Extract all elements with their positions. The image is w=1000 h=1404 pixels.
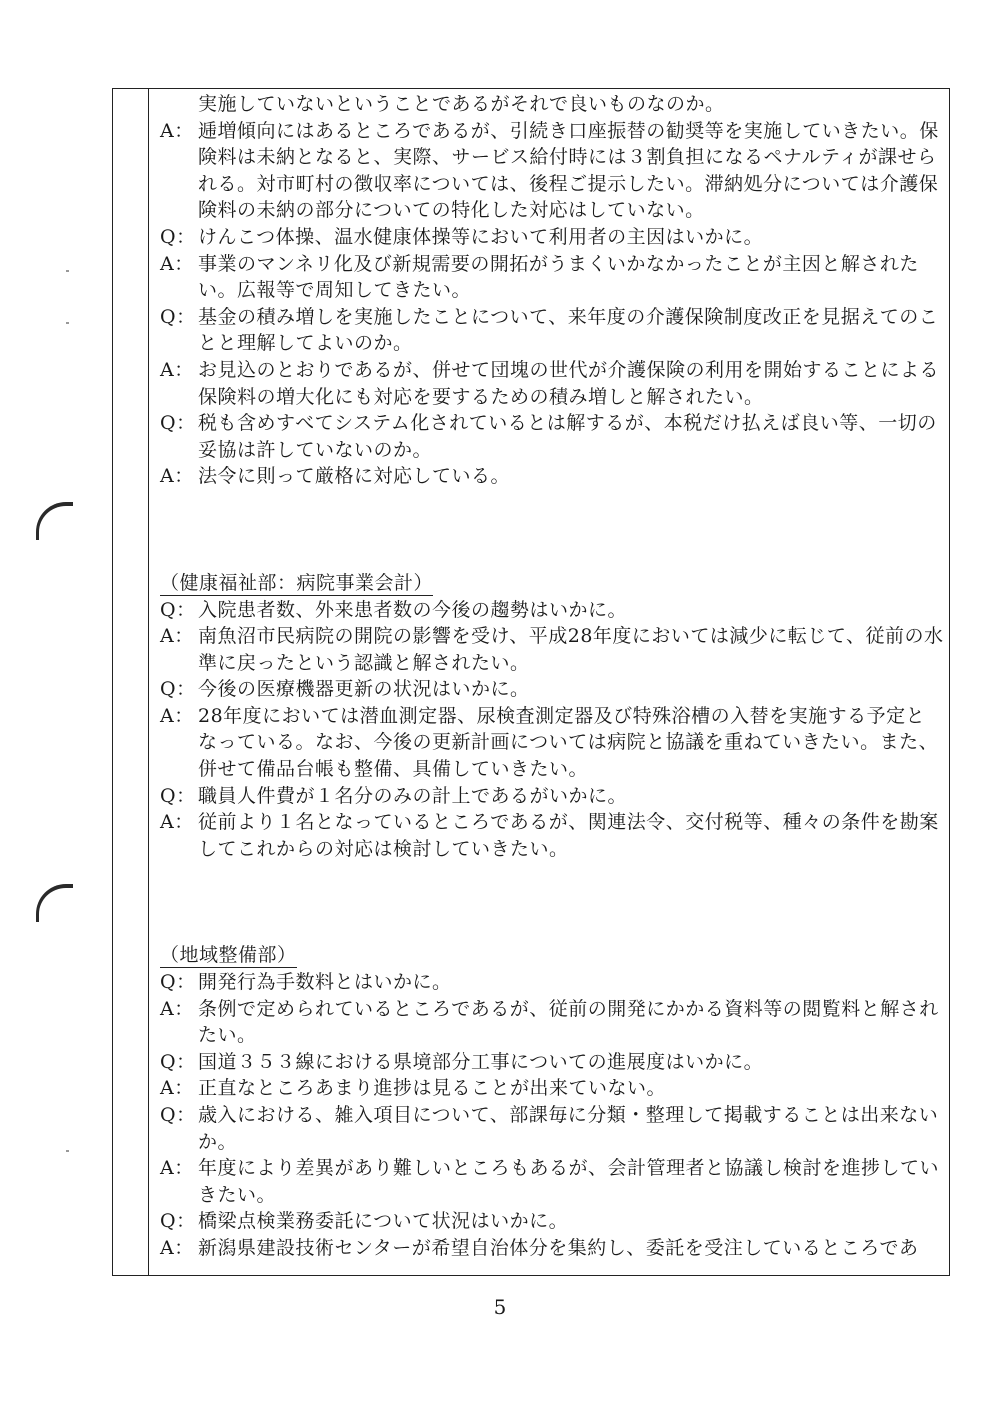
qa-text: 法令に則って厳格に対応している。	[198, 465, 511, 488]
qa-text: 新潟県建設技術センターが希望自治体分を集約し、委託を受注しているところであ	[198, 1236, 919, 1259]
qa-text: 条例で定められているところであるが、従前の開発にかかる資料等の閲覧料と解されたい。	[198, 997, 939, 1047]
qa-marker: Q：	[160, 1104, 196, 1126]
qa-text: 職員人件費が１名分のみの計上であるがいかに。	[198, 784, 628, 807]
qa-marker: A：	[160, 997, 194, 1020]
qa-text: 28年度においては潜血測定器、尿検査測定器及び特殊浴槽の入替を実施する予定となっている。なお、今後の更新計画については病院と協議を重ねていきたい。また、併せて備品台帳も整備、具備していきたい。	[198, 704, 939, 781]
answer-item	[160, 118, 946, 224]
qa-marker: Q：	[160, 305, 196, 328]
answer-item	[160, 703, 946, 783]
qa-marker: A：	[160, 252, 194, 275]
qa-marker: Q：	[160, 678, 196, 701]
qa-marker: A：	[160, 1077, 194, 1100]
qa-text: 基金の積み増しを実施したことについて、来年度の介護保険制度改正を見据えてのことと理解してよいのか。	[198, 305, 939, 355]
qa-text: 正直なところあまり進捗は見ることが出来ていない。	[198, 1077, 667, 1100]
question-item	[160, 1102, 946, 1155]
qa-marker: Q：	[160, 225, 196, 248]
qa-text: 歳入における、雑入項目について、部課毎に分類・整理して掲載することは出来ないか。	[198, 1104, 939, 1153]
question-item	[160, 783, 946, 810]
qa-marker: A：	[160, 358, 194, 381]
answer-item	[160, 1235, 946, 1262]
qa-marker: A：	[160, 119, 194, 142]
question-item	[160, 969, 946, 996]
qa-text: 今後の医療機器更新の状況はいかに。	[198, 678, 530, 701]
question-item	[160, 410, 946, 463]
question-item	[160, 1049, 946, 1076]
page-number: 5	[493, 1295, 507, 1319]
answer-item	[160, 463, 946, 490]
qa-text: 逓増傾向にはあるところであるが、引続き口座振替の勧奨等を実施していきたい。保険料は未納となると、実際、サービス給付時には３割負担になるペナルティが課せられる。対市町村の徴収率については、後程ご提示したい。滞納処分については介護保険料の未納の部分についての特化した対応はしていない。	[198, 119, 939, 222]
qa-text: 国道３５３線における県境部分工事についての進展度はいかに。	[198, 1050, 764, 1073]
question-item	[160, 676, 946, 703]
qa-marker: Q：	[160, 598, 196, 621]
answer-item	[160, 1155, 946, 1208]
qa-marker: Q：	[160, 1050, 196, 1073]
answer-item	[160, 251, 946, 304]
answer-item	[160, 809, 946, 862]
answer-item	[160, 623, 946, 676]
qa-marker: A：	[160, 704, 194, 727]
qa-text: 事業のマンネリ化及び新規需要の開拓がうまくいかなかったことが主因と解されたい。広報等で周知してきたい。	[198, 252, 919, 302]
qa-marker: A：	[160, 465, 194, 488]
section-heading-hospital: （健康福祉部：病院事業会計）	[160, 571, 434, 594]
qa-marker: A：	[160, 625, 194, 648]
qa-text: 従前より１名となっているところであるが、関連法令、交付税等、種々の条件を勘案してこれからの対応は検討していきたい。	[198, 811, 939, 860]
qa-list-regional	[160, 969, 946, 1262]
qa-list-hospital	[160, 597, 946, 863]
qa-text: 南魚沼市民病院の開院の影響を受け、平成28年度においては減少に転じて、従前の水準に戻ったという認識と解されたい。	[198, 625, 944, 674]
qa-marker: A：	[160, 1157, 194, 1180]
scan-speck	[66, 270, 69, 272]
answer-item	[160, 996, 946, 1049]
section-heading-regional: （地域整備部）	[160, 944, 297, 967]
continued-line: 実施していないということであるがそれで良いものなのか。	[198, 93, 725, 115]
qa-text: 橋梁点検業務委託について状況はいかに。	[198, 1210, 569, 1233]
qa-marker: Q：	[160, 412, 196, 435]
punch-hole-mark	[36, 884, 73, 922]
qa-text: 開発行為手数料とはいかに。	[198, 971, 452, 994]
answer-item	[160, 1075, 946, 1102]
qa-text: お見込のとおりであるが、併せて団塊の世代が介護保険の利用を開始することによる保険料の増大化にも対応を要するための積み増しと解されたい。	[198, 358, 940, 408]
qa-marker: Q：	[160, 784, 196, 807]
question-item	[160, 1208, 946, 1235]
qa-text: 年度により差異があり難しいところもあるが、会計管理者と協議し検討を進捗していきたい。	[198, 1157, 940, 1206]
qa-marker: Q：	[160, 971, 196, 994]
answer-item	[160, 357, 946, 410]
scan-speck	[66, 1150, 69, 1152]
scan-speck	[66, 322, 69, 324]
qa-marker: A：	[160, 1236, 194, 1259]
qa-list-general	[160, 118, 946, 490]
qa-text: 入院患者数、外来患者数の今後の趨勢はいかに。	[198, 598, 628, 621]
table-column-divider	[148, 88, 149, 1276]
qa-text: けんこつ体操、温水健康体操等において利用者の主因はいかに。	[198, 225, 764, 248]
question-item	[160, 597, 946, 624]
question-item	[160, 224, 946, 251]
qa-text: 税も含めすべてシステム化されているとは解するが、本税だけ払えば良い等、一切の妥協は許していないのか。	[198, 412, 937, 461]
minutes-content	[160, 91, 946, 1262]
qa-marker: Q：	[160, 1210, 196, 1233]
question-item	[160, 304, 946, 357]
punch-hole-mark	[36, 502, 73, 540]
qa-marker: A：	[160, 811, 194, 834]
